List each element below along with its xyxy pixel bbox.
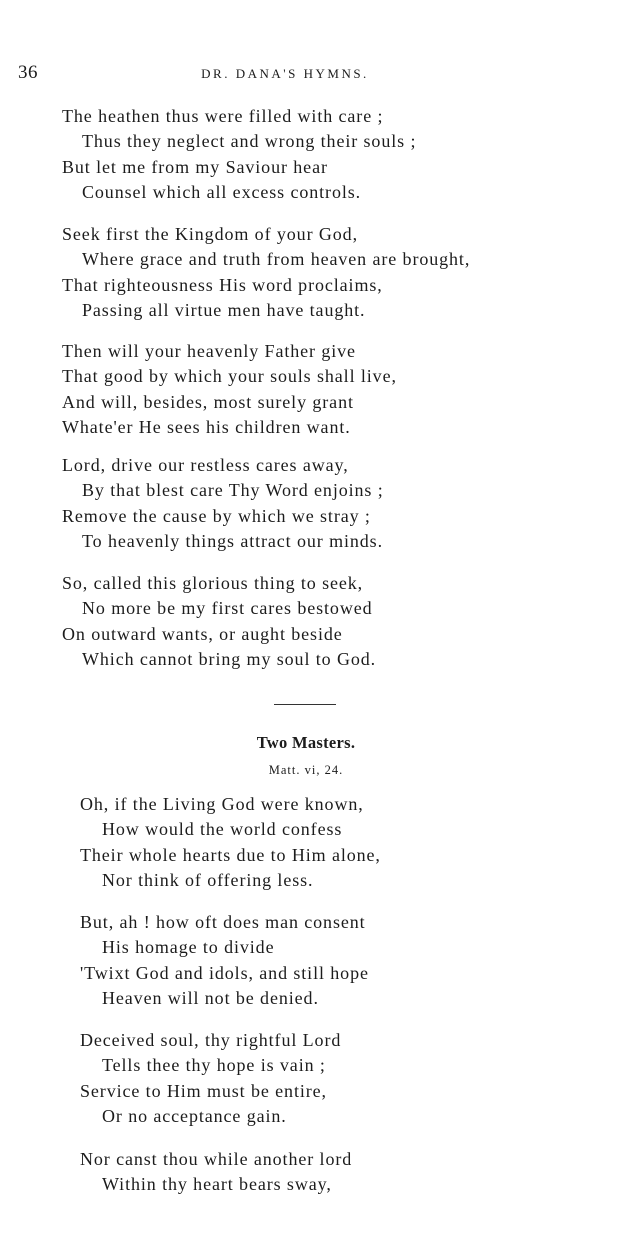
stanza <box>0 571 640 672</box>
verse-line: Where grace and truth from heaven are brought, <box>82 249 471 270</box>
verse-line: That righteousness His word proclaims, <box>62 274 383 295</box>
verse-line: Remove the cause by which we stray ; <box>62 505 371 526</box>
verse-line: So, called this glorious thing to seek, <box>62 573 364 593</box>
section-divider <box>274 704 336 705</box>
stanza <box>0 1028 640 1129</box>
verse-line: Oh, if the Living God were known, <box>80 794 364 814</box>
verse-line: But let me from my Saviour hear <box>62 156 328 177</box>
stanza <box>0 104 640 205</box>
verse-line: Deceived soul, thy rightful Lord <box>80 1030 342 1050</box>
verse-line: Heaven will not be denied. <box>102 987 319 1008</box>
stanza <box>0 1147 640 1198</box>
stanza <box>0 792 640 893</box>
verse-line: That good by which your souls shall live, <box>62 366 397 387</box>
verse-line: Service to Him must be entire, <box>80 1080 327 1101</box>
verse-line: Lord, drive our restless cares away, <box>62 455 349 475</box>
verse-line: Nor canst thou while another lord <box>80 1149 353 1169</box>
scripture-reference: Matt. vi, 24. <box>268 763 344 777</box>
verse-line: Which cannot bring my soul to God. <box>82 648 377 669</box>
verse-line: But, ah ! how oft does man consent <box>80 912 366 932</box>
verse-line: On outward wants, or aught beside <box>62 623 343 644</box>
stanza <box>0 222 640 323</box>
page-number: 36 <box>18 62 38 83</box>
verse-line: By that blest care Thy Word enjoins ; <box>82 480 384 501</box>
verse-line: Within thy heart bears sway, <box>102 1174 332 1195</box>
stanza <box>0 339 640 440</box>
verse-line: Their whole hearts due to Him alone, <box>80 844 381 865</box>
verse-line: And will, besides, most surely grant <box>62 391 354 412</box>
stanza <box>0 453 640 554</box>
verse-line: The heathen thus were filled with care ; <box>62 106 384 126</box>
verse-line: Passing all virtue men have taught. <box>82 299 366 320</box>
stanza <box>0 910 640 1011</box>
verse-line: To heavenly things attract our minds. <box>82 530 383 551</box>
verse-line: Then will your heavenly Father give <box>62 341 356 361</box>
hymn-title: Two Masters. <box>256 733 356 752</box>
verse-line: Whate'er He sees his children want. <box>62 416 351 437</box>
verse-line: His homage to divide <box>102 937 275 958</box>
verse-line: Or no acceptance gain. <box>102 1105 287 1126</box>
verse-line: Seek first the Kingdom of your God, <box>62 224 358 244</box>
verse-line: Nor think of offering less. <box>102 869 314 890</box>
verse-line: Thus they neglect and wrong their souls ; <box>82 131 417 152</box>
verse-line: No more be my first cares bestowed <box>82 598 373 619</box>
verse-line: 'Twixt God and idols, and still hope <box>80 962 369 983</box>
verse-line: How would the world confess <box>102 819 343 840</box>
verse-line: Tells thee thy hope is vain ; <box>102 1055 326 1076</box>
running-head: DR. DANA'S HYMNS. <box>201 66 369 81</box>
verse-line: Counsel which all excess controls. <box>82 181 362 202</box>
